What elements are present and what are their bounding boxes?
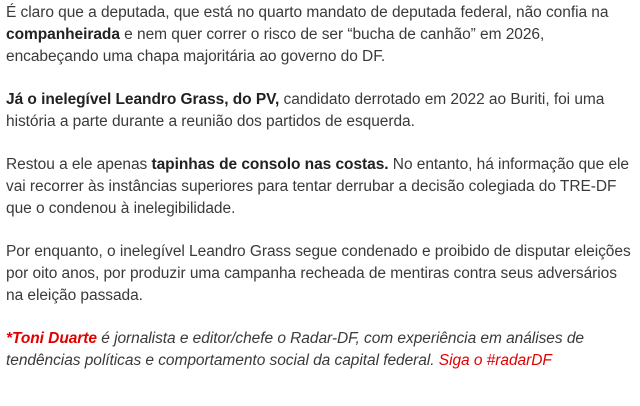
- paragraph-2: [6, 89, 632, 133]
- paragraph-2-bold: Já o inelegível Leandro Grass, do PV,: [6, 91, 280, 108]
- author-bio: é jornalista e editor/chefe o Radar-DF, com experiência em análises de tendências políticas e comportamento social da capital federal.: [6, 330, 584, 369]
- paragraph-3-text-start: Restou a ele apenas: [6, 156, 152, 173]
- paragraph-2-text-end: candidato derrotado em 2022 ao Buriti, foi uma história a parte durante a reunião dos partidos de esquerda.: [6, 91, 605, 130]
- paragraph-3-text-end: No entanto, há informação que ele vai recorrer às instâncias superiores para tentar derrubar a decisão colegiada do TRE-DF que o condenou à inelegibilidade.: [6, 156, 629, 217]
- paragraph-3: [6, 154, 632, 220]
- paragraph-1-text-end: e nem quer correr o risco de ser “bucha de canhão” em 2026, encabeçando uma chapa majoritária ao governo do DF.: [6, 26, 545, 65]
- follow-radar-link[interactable]: Siga o #radarDF: [438, 352, 552, 369]
- author-name: *Toni Duarte: [6, 330, 97, 347]
- paragraph-1: [6, 2, 632, 68]
- paragraph-1-bold: companheirada: [6, 26, 120, 43]
- paragraph-4: Por enquanto, o inelegível Leandro Grass segue condenado e proibido de disputar eleições por oito anos, por produzir uma campanha recheada de mentiras contra seus adversários na eleição passada.: [6, 243, 631, 304]
- paragraph-1-text-start: É claro que a deputada, que está no quarto mandato de deputada federal, não confia na: [6, 4, 609, 21]
- author-note: [6, 328, 632, 372]
- paragraph-3-bold: tapinhas de consolo nas costas.: [151, 156, 389, 173]
- article-body: [0, 2, 640, 372]
